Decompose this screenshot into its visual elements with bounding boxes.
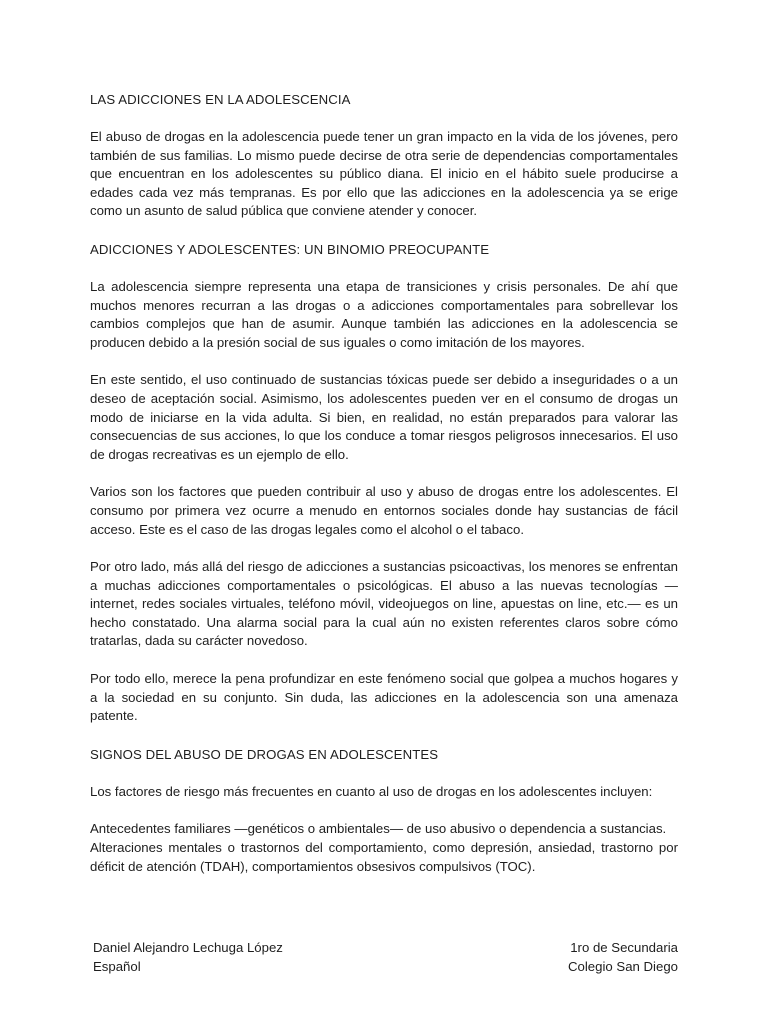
page-footer <box>93 938 678 976</box>
paragraph-inseguridades: En este sentido, el uso continuado de sustancias tóxicas puede ser debido a inseguridades o a un deseo de aceptación social. Asimismo, los adolescentes pueden ver en el consumo de drogas un modo de iniciarse en la vida adulta. Si bien, en realidad, no están preparados para valorar las consecuencias de sus acciones, lo que los conduce a tomar riesgos peligrosos innecesarios. El uso de drogas recreativas es un ejemplo de ello. <box>90 372 678 462</box>
footer-row-1 <box>93 938 678 957</box>
section-heading-binomio: ADICCIONES Y ADOLESCENTES: UN BINOMIO PREOCUPANTE <box>90 241 490 257</box>
footer-author: Daniel Alejandro Lechuga López <box>93 940 283 955</box>
paragraph-transiciones: La adolescencia siempre representa una etapa de transiciones y crisis personales. De ahí que muchos menores recurran a las drogas o a adicciones comportamentales para sobrellevar los cambios complejos que han de asumir. Aunque también las adicciones en la adolescencia se producen debido a la presión social de sus iguales o como imitación de los mayores. <box>90 278 678 350</box>
footer-subject: Español <box>93 959 141 974</box>
document-body <box>90 90 678 876</box>
paragraph-conclusion: Por todo ello, merece la pena profundizar en este fenómeno social que golpea a muchos hogares y a la sociedad en su conjunto. Sin duda, las adicciones en la adolescencia son una amenaza patente. <box>90 671 678 724</box>
paragraph-factores: Varios son los factores que pueden contribuir al uso y abuso de drogas entre los adolescentes. El consumo por primera vez ocurre a menudo en entornos sociales donde hay sustancias de fácil acceso. Este es el caso de las drogas legales como el alcohol o el tabaco. <box>90 484 678 537</box>
section-heading-signos: SIGNOS DEL ABUSO DE DROGAS EN ADOLESCENTES <box>90 746 439 762</box>
list-item-alteraciones: Alteraciones mentales o trastornos del comportamiento, como depresión, ansiedad, trastorno por déficit de atención (TDAH), comportamientos obsesivos compulsivos (TOC). <box>90 840 678 874</box>
footer-row-2 <box>93 957 678 976</box>
paragraph-adicciones-comportamentales: Por otro lado, más allá del riesgo de adicciones a sustancias psicoactivas, los menores se enfrentan a muchas adicciones comportamentales o psicológicas. El abuso a las nuevas tecnologías —internet, redes sociales virtuales, teléfono móvil, videojuegos on line, apuestas on line, etc.— es un hecho constatado. Una alarma social para la cual aún no existen referentes claros sobre cómo tratarlas, dada su carácter novedoso. <box>90 559 678 649</box>
intro-paragraph: El abuso de drogas en la adolescencia puede tener un gran impacto en la vida de los jóvenes, pero también de sus familias. Lo mismo puede decirse de otra serie de dependencias comportamentales que encuentran en los adolescentes su público diana. El inicio en el hábito suele producirse a edades cada vez más tempranas. Es por ello que las adicciones en la adolescencia ya se erige como un asunto de salud pública que conviene atender y conocer. <box>90 129 678 219</box>
list-item-antecedentes: Antecedentes familiares —genéticos o ambientales— de uso abusivo o dependencia a sustancias. <box>90 821 667 837</box>
document-title: LAS ADICCIONES EN LA ADOLESCENCIA <box>90 92 351 107</box>
footer-grade: 1ro de Secundaria <box>570 940 678 955</box>
paragraph-factores-riesgo: Los factores de riesgo más frecuentes en cuanto al uso de drogas en los adolescentes incluyen: <box>90 783 653 799</box>
footer-school: Colegio San Diego <box>568 959 678 974</box>
